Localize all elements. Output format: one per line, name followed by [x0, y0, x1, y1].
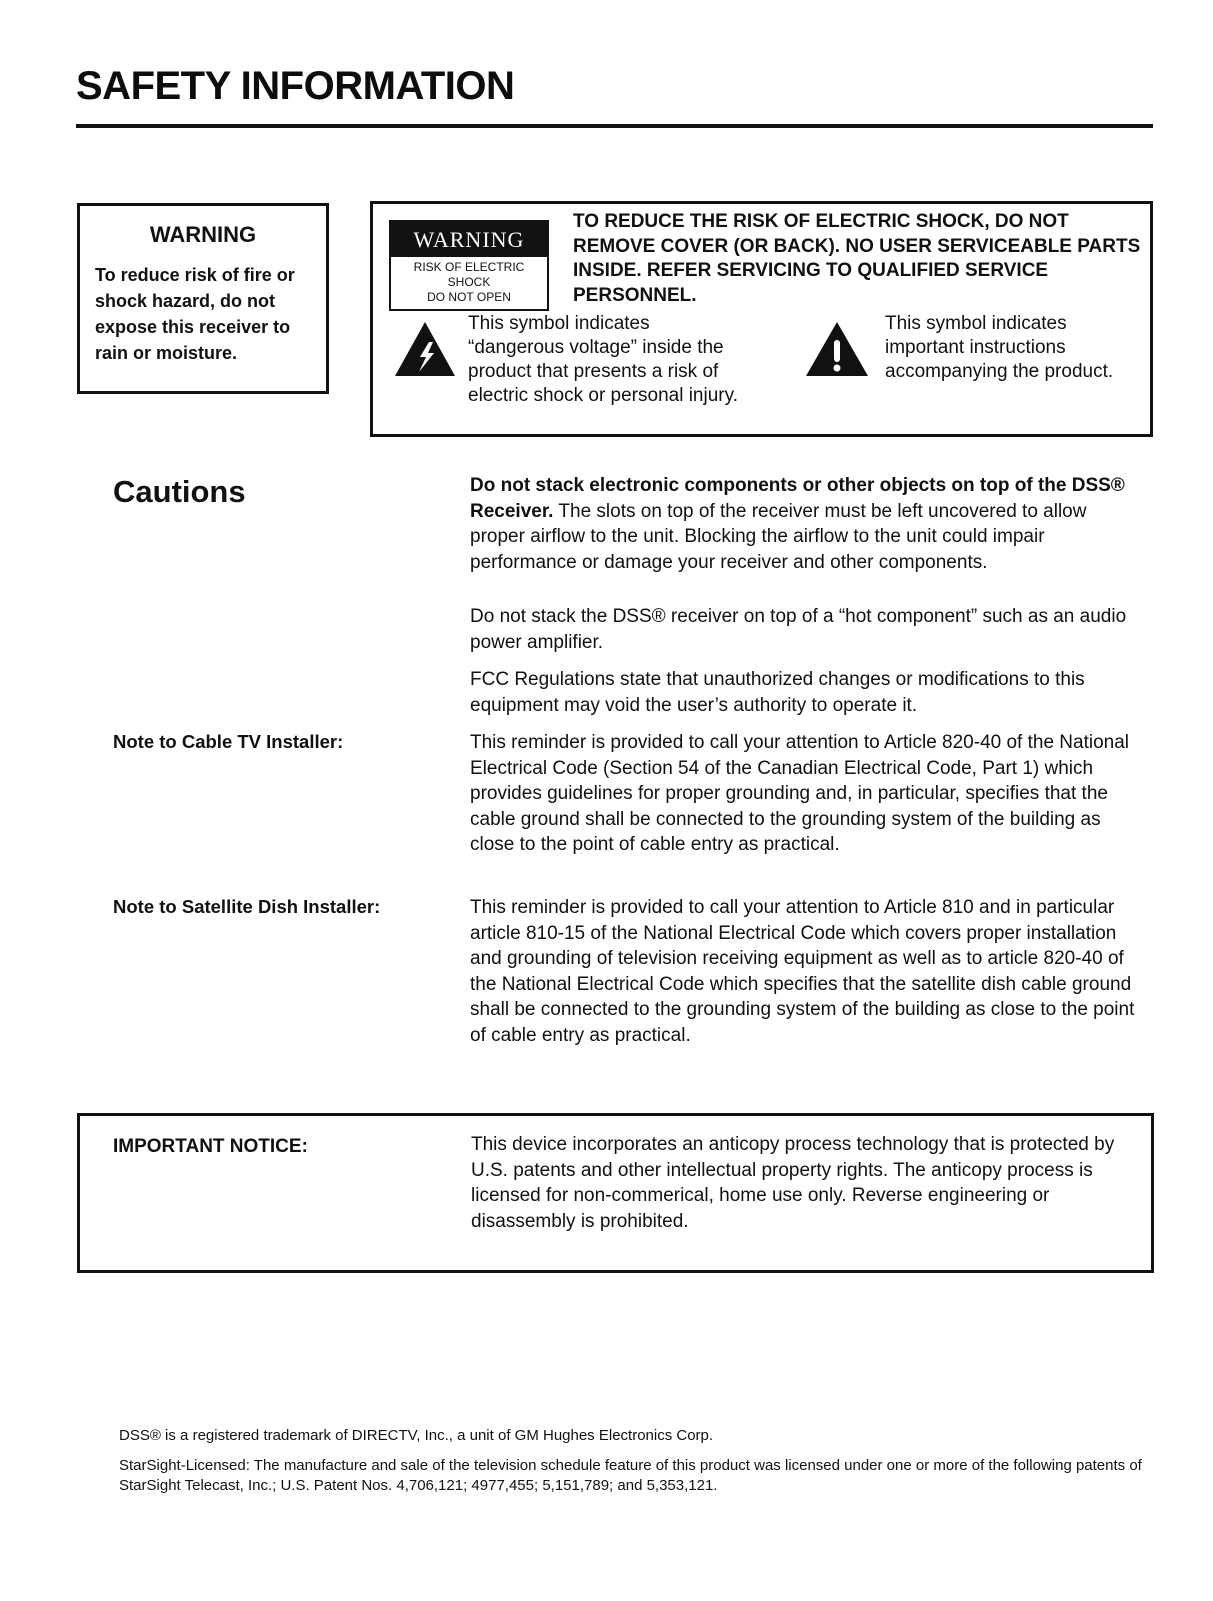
cable-installer-heading: Note to Cable TV Installer: — [113, 731, 344, 752]
instructions-line: This symbol indicates — [885, 313, 1067, 334]
satellite-installer-heading: Note to Satellite Dish Installer: — [113, 896, 381, 917]
title-rule — [76, 124, 1153, 128]
shock-warning-text: TO REDUCE THE RISK OF ELECTRIC SHOCK, DO NOT REMOVE COVER (OR BACK). NO USER SERVICEABLE PARTS INSIDE. REFER SERVICING TO QUALIFIED SERVICE PERSONNEL. — [573, 211, 1141, 306]
cautions-heading: Cautions — [113, 474, 246, 509]
trademark-footnote: DSS® is a registered trademark of DIRECTV, Inc., a unit of GM Hughes Electronics Corp. — [119, 1427, 714, 1444]
lightning-warning-icon — [393, 320, 457, 383]
warning-label-caption — [391, 257, 547, 309]
satellite-installer-paragraph: This reminder is provided to call your attention to Article 810 and in particular article 810-15 of the National Electrical Code which covers proper installation and grounding of television receiving equipment as well as to article 820-40 of the National Electrical Code which specifies that the satellite dish cable ground shall be connected to the grounding system of the building as close to the point of cable entry as practical. — [470, 897, 1135, 1046]
important-notice-text: This device incorporates an anticopy process technology that is protected by U.S. patents and other intellectual property rights. The anticopy process is licensed for non-commerical, home use only. Reverse engineering or disassembly is prohibited. — [471, 1134, 1115, 1232]
cable-installer-paragraph: This reminder is provided to call your attention to Article 820-40 of the National Electrical Code (Section 54 of the Canadian Electrical Code, Part 1) which provides guidelines for proper grounding and, in particular, specifies that the cable ground shall be connected to the grounding system of the building as close to the point of cable entry as practical. — [470, 732, 1130, 856]
important-notice-heading: IMPORTANT NOTICE: — [113, 1136, 308, 1157]
caution-stacking-text: The slots on top of the receiver must be left uncovered to allow proper airflow to the unit. Blocking the airflow to the unit could impair performance or damage your receiver and other components. — [470, 500, 1087, 573]
warning-label-line1: RISK OF ELECTRIC SHOCK — [413, 260, 525, 289]
fire-warning-box — [77, 203, 329, 394]
voltage-line: “dangerous voltage” inside the — [468, 337, 724, 358]
important-notice-box — [77, 1113, 1154, 1273]
fire-warning-heading: WARNING — [149, 222, 257, 247]
caution-fcc-paragraph: FCC Regulations state that unauthorized changes or modifications to this equipment may void the user’s authority to operate it. — [470, 669, 1085, 716]
caution-stacking-paragraph — [470, 473, 1140, 575]
voltage-line: product that presents a risk of — [468, 361, 719, 382]
warning-label-line2: DO NOT OPEN — [427, 290, 511, 304]
instructions-symbol-description — [885, 312, 1113, 384]
exclamation-warning-icon — [804, 320, 870, 383]
voltage-symbol-description — [468, 312, 738, 408]
instructions-line: accompanying the product. — [885, 361, 1114, 382]
caution-hot-component-paragraph: Do not stack the DSS® receiver on top of a “hot component” such as an audio power amplifier. — [470, 606, 1127, 653]
instructions-line: important instructions — [885, 337, 1066, 358]
warning-label — [389, 220, 549, 311]
warning-label-heading: WARNING — [391, 222, 547, 257]
caution-stacking-bold: Do not stack electronic components or other objects on top of the DSS® Receiver. — [470, 475, 1125, 522]
electric-shock-warning-box — [370, 201, 1153, 437]
voltage-line: electric shock or personal injury. — [468, 385, 738, 406]
fire-warning-text: To reduce risk of fire or shock hazard, do not expose this receiver to rain or moisture. — [95, 265, 295, 363]
page-title: SAFETY INFORMATION — [76, 64, 515, 108]
starsight-footnote: StarSight-Licensed: The manufacture and sale of the television schedule feature of this product was licensed under one or more of the following patents of StarSight Telecast, Inc.; U.S. Patent Nos. 4,706,121; 4977,455; 5,151,789; and 5,353,121. — [119, 1457, 1142, 1494]
voltage-line: This symbol indicates — [468, 313, 650, 334]
